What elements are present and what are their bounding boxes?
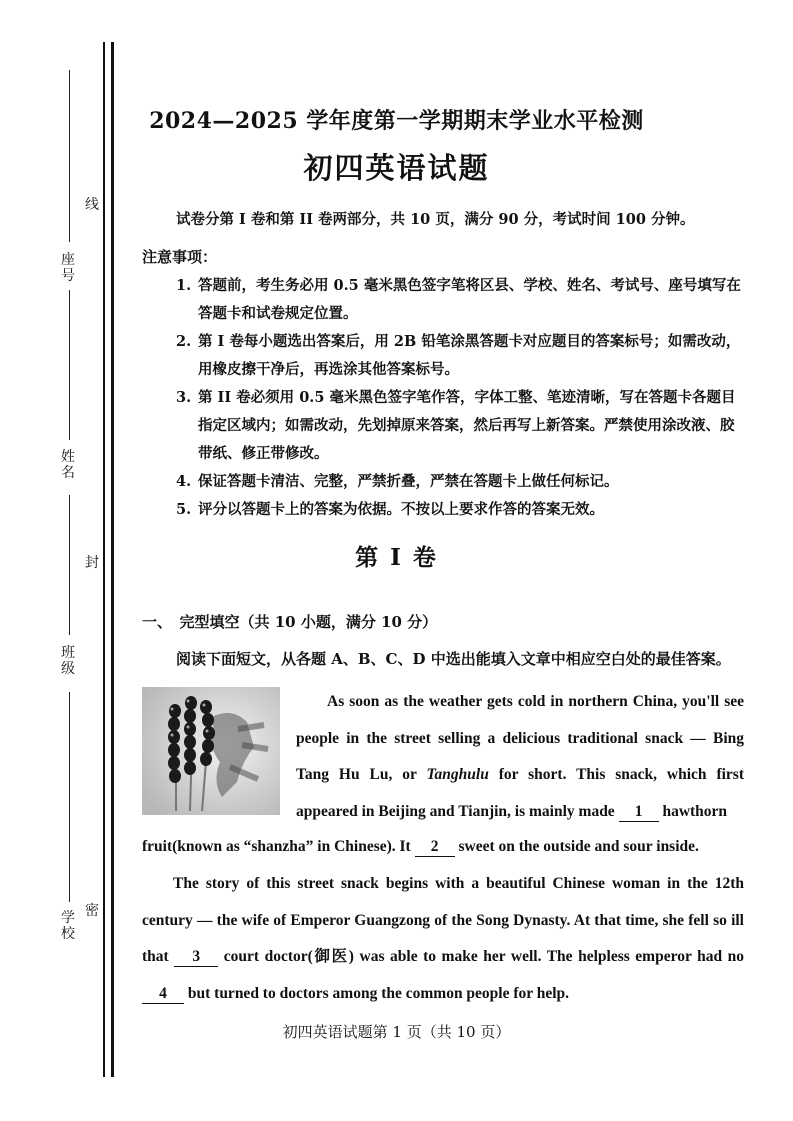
passage-text: As soon as the weather gets cold in northern China, you'll see people in the street selling a delicious traditional snack — Bing Tang Hu Lu, or xyxy=(296,693,744,783)
school-line[interactable] xyxy=(69,692,70,902)
name-line[interactable] xyxy=(69,290,70,440)
notice-text: 保证答题卡清洁、完整，严禁折叠，严禁在答题卡上做任何标记。 xyxy=(198,473,619,490)
passage-text: hawthorn xyxy=(658,802,728,820)
notice-list xyxy=(176,272,746,524)
tanghulu-photo xyxy=(142,687,280,815)
notice-number: 4. xyxy=(176,473,192,490)
notice-number: 3. xyxy=(176,389,192,406)
passage-paragraph-2 xyxy=(142,866,744,1012)
blank-3: 3 xyxy=(174,948,218,967)
school-label xyxy=(58,910,78,942)
passage-text: for short. This snack, which first appeared in Beijing and Tianjin, is mainly made xyxy=(296,766,744,820)
notice-heading: 注意事项： xyxy=(142,248,218,266)
passage-text: fruit(known as “shanzha” in Chinese). It xyxy=(142,838,415,855)
notice-text: 第 I 卷每小题选出答案后，用 2B 铅笔涂黑答题卡对应题目的答案标号；如需改动，用橡皮擦干净后，再选涂其他答案标号。 xyxy=(198,333,741,378)
notice-item xyxy=(176,496,746,524)
seat-number-label xyxy=(58,252,78,284)
passage-text: The story of this street snack begins with a beautiful Chinese woman in the 12th century — the wife of Emperor Guangzong of the Song Dynasty. At that time, she fell so ill that xyxy=(142,875,744,965)
part-title: 第 I 卷 xyxy=(355,544,438,571)
exam-title: 2024—2025 学年度第一学期期末学业水平检测 xyxy=(149,108,644,134)
section-instruction: 阅读下面短文，从各题 A、B、C、D 中选出能填入文章中相应空白处的最佳答案。 xyxy=(176,650,731,668)
notice-item xyxy=(176,468,746,496)
page-footer: 初四英语试题第 1 页（共 10 页） xyxy=(282,1023,511,1041)
cut-mark-xian: 线 xyxy=(85,197,99,213)
passage-text: court doctor(御医) was able to make her well. The helpless emperor had no xyxy=(218,948,744,965)
notice-text: 第 II 卷必须用 0.5 毫米黑色签字笔作答，字体工整、笔迹清晰，写在答题卡各题目指定区域内；如需改动，先划掉原来答案，然后再写上新答案。严禁使用涂改液、胶带纸、修正带修改。 xyxy=(198,389,736,462)
tanghulu-illustration xyxy=(142,687,280,815)
passage-italic: Tanghulu xyxy=(426,766,489,783)
class-label xyxy=(58,645,78,677)
passage-text: but turned to doctors among the common people for help. xyxy=(184,984,570,1002)
section-title: 一、 完型填空（共 10 小题，满分 10 分） xyxy=(142,613,438,631)
notice-item xyxy=(176,328,746,384)
seat-number-text: 座号 xyxy=(61,252,75,284)
passage-paragraph-1 xyxy=(296,684,744,830)
notice-item xyxy=(176,272,746,328)
class-text: 班级 xyxy=(61,645,75,677)
notice-text: 评分以答题卡上的答案为依据。不按以上要求作答的答案无效。 xyxy=(198,501,604,518)
passage-paragraph-1-cont xyxy=(142,829,744,865)
notice-number: 2. xyxy=(176,333,192,350)
name-label xyxy=(58,449,78,481)
blank-2: 2 xyxy=(415,838,455,857)
exam-subtitle: 初四英语试题 xyxy=(303,151,490,185)
notice-number: 1. xyxy=(176,277,192,294)
school-text: 学校 xyxy=(61,910,75,942)
notice-text: 答题前，考生务必用 0.5 毫米黑色签字笔将区县、学校、姓名、考试号、座号填写在答题卡和试卷规定位置。 xyxy=(198,277,741,322)
passage-text: sweet on the outside and sour inside. xyxy=(454,838,699,855)
name-text: 姓名 xyxy=(61,449,75,481)
cut-mark-feng: 封 xyxy=(85,555,99,571)
notice-item xyxy=(176,384,746,468)
notice-number: 5. xyxy=(176,501,192,518)
blank-4: 4 xyxy=(142,985,184,1004)
blank-1: 1 xyxy=(619,803,659,822)
cut-mark-mi: 密 xyxy=(85,903,99,919)
exam-intro: 试卷分第 I 卷和第 II 卷两部分，共 10 页，满分 90 分，考试时间 100 分钟。 xyxy=(176,211,695,228)
